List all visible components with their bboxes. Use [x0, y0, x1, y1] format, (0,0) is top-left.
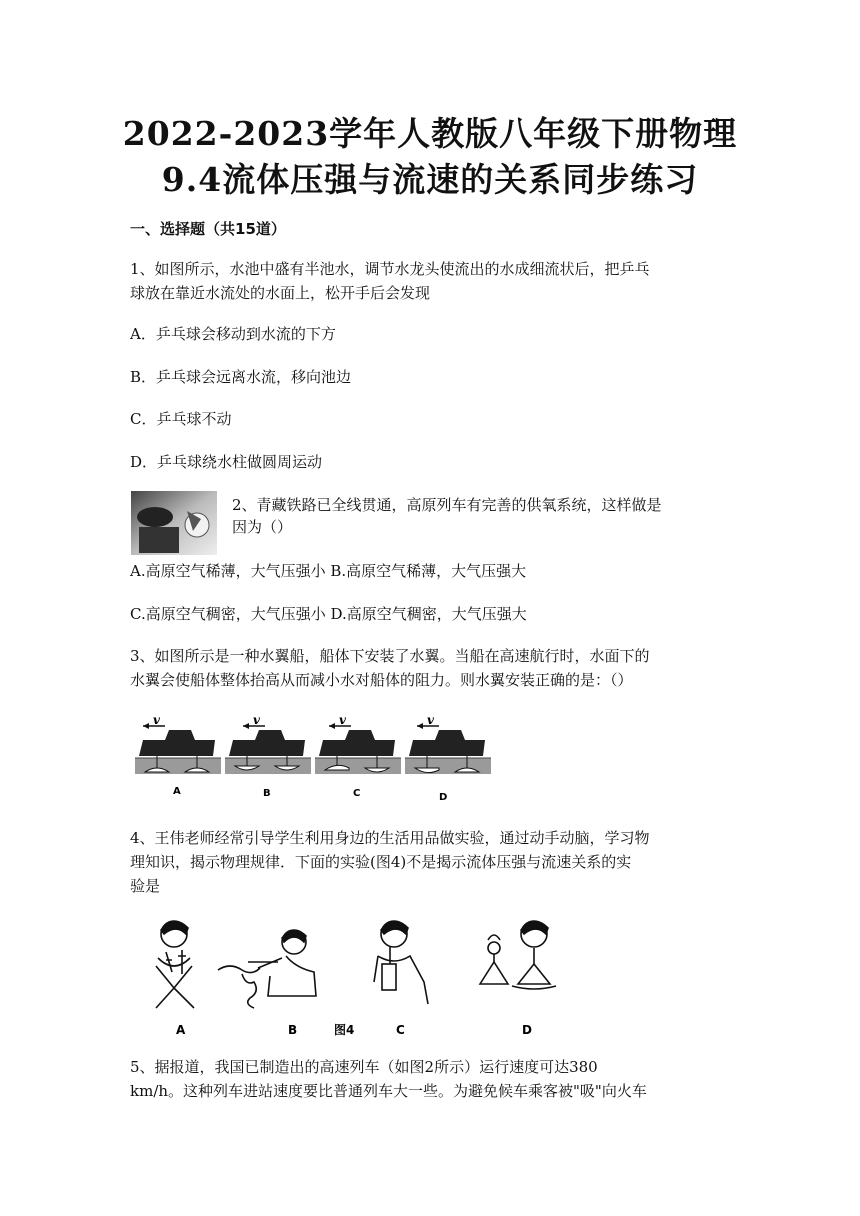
figure-label-c: C	[396, 1023, 405, 1037]
q1-stem-line-1: 1、如图所示，水池中盛有半池水，调节水龙头使流出的水成细流状后，把乒乓	[130, 260, 650, 278]
q2-options-line-2: C.高原空气稠密，大气压强小 D.高原空气稠密，大气压强大	[130, 605, 527, 623]
q4-stem-line-1: 4、王伟老师经常引导学生利用身边的生活用品做实验，通过动手动脑，学习物	[130, 829, 650, 847]
q3-stem-line-1: 3、如图所示是一种水翼船，船体下安装了水翼。当船在高速航行时，水面下的	[130, 647, 650, 665]
velocity-label: v	[339, 713, 346, 727]
q3-stem-line-2: 水翼会使船体整体抬高从而减小水对船体的阻力。则水翼安装正确的是：（）	[130, 671, 633, 689]
experiment-c-figure	[374, 921, 428, 1004]
q5-stem-line-2: km/h。这种列车进站速度要比普通列车大一些。为避免候车乘客被"吸"向火车	[130, 1082, 647, 1100]
figure-label-a: A	[173, 786, 181, 797]
figure-label-d: D	[522, 1023, 532, 1037]
q5-stem-line-1: 5、据报道，我国已制造出的高速列车（如图2所示）运行速度可达380	[130, 1058, 598, 1076]
figure-label-c: C	[353, 788, 361, 799]
page-title-line-1: 2022-2023学年人教版八年级下册物理	[122, 114, 738, 153]
page-title-line-2: 9.4流体压强与流速的关系同步练习	[161, 160, 699, 199]
q4-stem-line-3: 验是	[130, 877, 161, 895]
q1-option-d: D．乒乓球绕水柱做圆周运动	[130, 453, 323, 471]
experiment-a-figure	[156, 921, 194, 1008]
q2-stem-line-1: 2、青藏铁路已全线贯通，高原列车有完善的供氧系统，这样做是	[232, 496, 662, 514]
section-heading: 一、选择题（共15道）	[130, 220, 286, 238]
velocity-label: v	[153, 713, 160, 727]
experiments-figure-4	[138, 912, 578, 1040]
hydrofoil-boat-a	[135, 713, 221, 774]
hydrofoil-boat-c	[315, 713, 401, 774]
q2-photo-image	[131, 491, 217, 555]
hydrofoil-boats-figure	[135, 712, 495, 804]
experiment-b-figure	[218, 930, 316, 1008]
hydrofoil-boat-b	[225, 713, 311, 774]
figure-caption-4: 图4	[334, 1023, 355, 1037]
velocity-label: v	[427, 713, 434, 727]
figure-label-b: B	[288, 1023, 298, 1037]
q1-option-a: A．乒乓球会移动到水流的下方	[130, 325, 336, 343]
experiment-d-figure	[480, 921, 556, 989]
figure-label-d: D	[439, 792, 448, 803]
figure-label-b: B	[263, 788, 271, 799]
q4-stem-line-2: 理知识，揭示物理规律．下面的实验(图4)不是揭示流体压强与流速关系的实	[130, 853, 632, 871]
q1-option-c: C．乒乓球不动	[130, 410, 232, 428]
q2-options-line-1: A.高原空气稀薄，大气压强小 B.高原空气稀薄，大气压强大	[130, 562, 527, 580]
figure-label-a: A	[176, 1023, 186, 1037]
hydrofoil-boat-d	[405, 713, 491, 774]
q1-stem-line-2: 球放在靠近水流处的水面上，松开手后会发现	[130, 284, 431, 302]
velocity-label: v	[253, 713, 260, 727]
q1-option-b: B．乒乓球会远离水流，移向池边	[130, 368, 352, 386]
q2-stem-line-2: 因为（）	[232, 518, 293, 536]
